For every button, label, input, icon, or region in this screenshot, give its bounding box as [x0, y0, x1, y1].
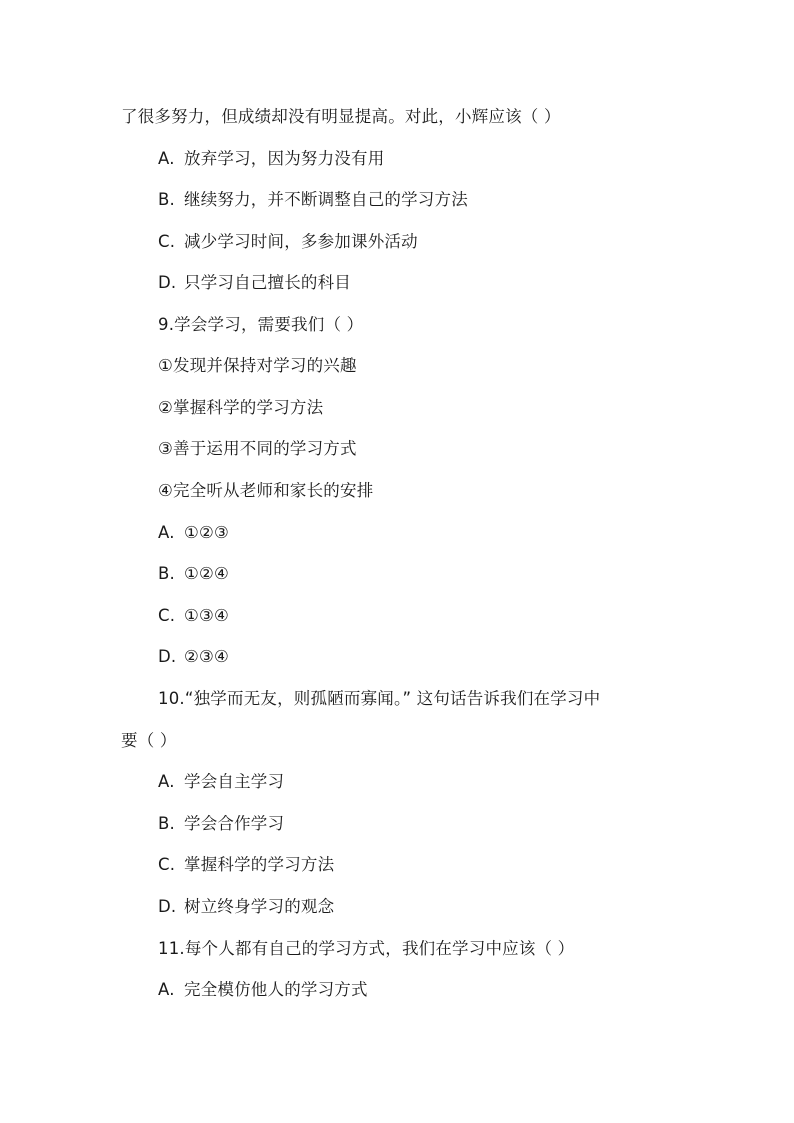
option-letter: A.	[158, 980, 175, 999]
option-text: ①②③	[184, 523, 229, 542]
option-letter: C.	[158, 855, 176, 874]
option-text: 只学习自己擅长的科目	[184, 273, 351, 292]
question-11-stem	[158, 938, 574, 960]
option-letter: B.	[158, 814, 175, 833]
option-letter: D.	[158, 647, 177, 666]
option-text: 减少学习时间，多参加课外活动	[184, 232, 418, 251]
option-text: 放弃学习，因为努力没有用	[184, 149, 385, 168]
option-8-a	[158, 148, 384, 170]
option-9-d	[158, 646, 229, 668]
line-text: ①发现并保持对学习的兴趣	[158, 356, 357, 375]
option-9-b	[158, 563, 229, 585]
option-letter: D.	[158, 897, 177, 916]
option-8-b	[158, 189, 468, 211]
line-text: 9.学会学习，需要我们（ ）	[158, 315, 364, 334]
statement-3	[158, 438, 357, 460]
option-text: ①②④	[184, 564, 229, 583]
option-text: 继续努力，并不断调整自己的学习方法	[184, 190, 468, 209]
option-10-c	[158, 854, 334, 876]
line-text: ③善于运用不同的学习方式	[158, 439, 357, 458]
statement-2	[158, 397, 323, 419]
option-10-b	[158, 813, 284, 835]
option-text: 学会合作学习	[184, 814, 285, 833]
option-letter: A.	[158, 772, 175, 791]
option-letter: B.	[158, 190, 175, 209]
option-8-c	[158, 231, 418, 253]
option-10-d	[158, 896, 334, 918]
line-text: 要（ ）	[121, 731, 177, 750]
line-text: 10.“独学而无友，则孤陋而寡闻。” 这句话告诉我们在学习中	[158, 689, 601, 708]
option-text: ①③④	[184, 606, 229, 625]
question-8-continuation	[121, 106, 561, 128]
line-text: ②掌握科学的学习方法	[158, 398, 324, 417]
option-9-c	[158, 605, 229, 627]
option-text: 掌握科学的学习方法	[184, 855, 335, 874]
option-letter: C.	[158, 232, 176, 251]
question-10-stem	[158, 688, 600, 710]
option-text: 树立终身学习的观念	[184, 897, 335, 916]
option-9-a	[158, 522, 229, 544]
statement-4	[158, 480, 373, 502]
option-11-a	[158, 979, 368, 1001]
line-text: 11.每个人都有自己的学习方式，我们在学习中应该（ ）	[158, 939, 575, 958]
option-letter: B.	[158, 564, 175, 583]
option-letter: D.	[158, 273, 177, 292]
option-8-d	[158, 272, 351, 294]
option-letter: A.	[158, 149, 175, 168]
line-text: 了很多努力，但成绩却没有明显提高。对此，小辉应该（ ）	[121, 107, 561, 126]
option-10-a	[158, 771, 284, 793]
question-9-stem	[158, 314, 363, 336]
question-10-continuation	[121, 730, 177, 752]
option-text: 完全模仿他人的学习方式	[184, 980, 368, 999]
option-text: ②③④	[184, 647, 229, 666]
option-letter: C.	[158, 606, 176, 625]
option-text: 学会自主学习	[184, 772, 285, 791]
line-text: ④完全听从老师和家长的安排	[158, 481, 374, 500]
option-letter: A.	[158, 523, 175, 542]
statement-1	[158, 355, 357, 377]
